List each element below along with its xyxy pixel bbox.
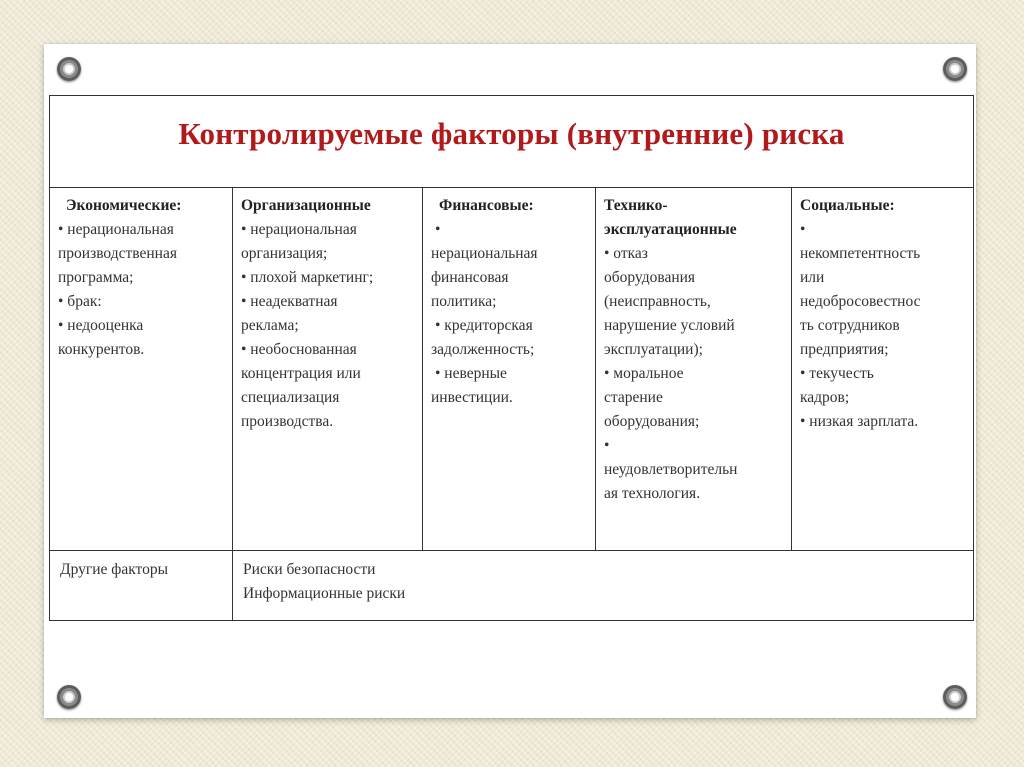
- list-item: •: [800, 221, 806, 238]
- list-item: • неверные: [435, 365, 507, 382]
- slide-title: Контролируемые факторы (внутренние) риска: [178, 115, 845, 151]
- list-item: нерациональная: [431, 245, 538, 262]
- list-item: оборудования: [604, 269, 696, 286]
- category-technical: [596, 188, 792, 551]
- list-item: или: [800, 269, 825, 286]
- list-item: финансовая: [431, 269, 509, 286]
- list-item: • нерациональная: [241, 221, 357, 238]
- list-item: концентрация или: [241, 365, 361, 382]
- list-item: • плохой маркетинг;: [241, 269, 374, 286]
- category-heading: эксплуатационные: [604, 221, 737, 238]
- list-item: оборудования;: [604, 413, 700, 430]
- other-factors-label: Другие факторы: [60, 561, 169, 578]
- pin-top-left-icon: [57, 57, 81, 81]
- list-item: нарушение условий: [604, 317, 735, 334]
- list-item: • кредиторская: [435, 317, 533, 334]
- list-item: кадров;: [800, 389, 850, 406]
- category-heading: Технико-: [604, 197, 668, 214]
- list-item: • низкая зарплата.: [800, 413, 919, 430]
- category-heading: Финансовые:: [439, 197, 534, 214]
- list-item: инвестиции.: [431, 389, 513, 406]
- list-item: программа;: [58, 269, 134, 286]
- list-item: недобросовестнос: [800, 293, 921, 310]
- list-item: • нерациональная: [58, 221, 174, 238]
- list-item: производственная: [58, 245, 177, 262]
- list-item: • необоснованная: [241, 341, 357, 358]
- list-item: реклама;: [241, 317, 299, 334]
- category-organizational: [233, 188, 423, 551]
- list-item: конкурентов.: [58, 341, 145, 358]
- list-item: • брак:: [58, 293, 102, 310]
- list-item: неудовлетворительн: [604, 461, 738, 478]
- other-factors-label-cell: [50, 551, 233, 621]
- list-item: задолженность;: [431, 341, 535, 358]
- list-item: • недооценка: [58, 317, 144, 334]
- pin-top-right-icon: [943, 57, 967, 81]
- list-item: политика;: [431, 293, 497, 310]
- list-item: •: [604, 437, 610, 454]
- category-financial: [423, 188, 596, 551]
- list-item: • текучесть: [800, 365, 874, 382]
- title-cell: [50, 96, 974, 188]
- list-item: специализация: [241, 389, 340, 406]
- pin-bottom-left-icon: [57, 685, 81, 709]
- category-economic: [50, 188, 233, 551]
- risk-factors-table: [49, 95, 974, 621]
- list-item: • моральное: [604, 365, 684, 382]
- list-item: ть сотрудников: [800, 317, 900, 334]
- list-item: Информационные риски: [243, 585, 406, 602]
- list-item: (неисправность,: [604, 293, 711, 310]
- category-social: [792, 188, 974, 551]
- list-item: предприятия;: [800, 341, 889, 358]
- list-item: • неадекватная: [241, 293, 338, 310]
- list-item: ая технология.: [604, 485, 701, 502]
- list-item: производства.: [241, 413, 334, 430]
- list-item: • отказ: [604, 245, 648, 262]
- category-heading: Организационные: [241, 197, 371, 214]
- pin-bottom-right-icon: [943, 685, 967, 709]
- list-item: организация;: [241, 245, 328, 262]
- category-heading: Социальные:: [800, 197, 895, 214]
- category-heading: Экономические:: [66, 197, 182, 214]
- list-item: Риски безопасности: [243, 561, 376, 578]
- list-item: •: [435, 221, 441, 238]
- list-item: старение: [604, 389, 663, 406]
- list-item: некомпетентность: [800, 245, 921, 262]
- other-factors-items-cell: [233, 551, 974, 621]
- list-item: эксплуатации);: [604, 341, 703, 358]
